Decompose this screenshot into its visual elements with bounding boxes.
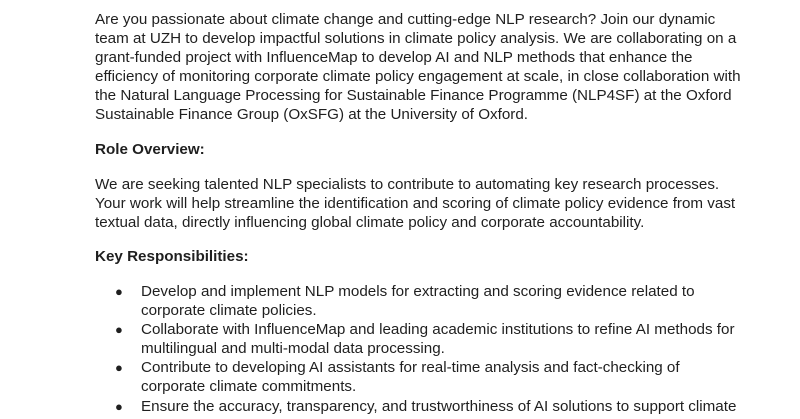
role-overview-heading: Role Overview: — [95, 141, 205, 158]
role-line: textual data, directly influencing global climate policy and corporate accountability. — [95, 214, 645, 232]
list-item-line: Ensure the accuracy, transparency, and trustworthiness of AI solutions to support climate — [141, 397, 737, 415]
list-item — [95, 358, 736, 396]
list-item — [95, 282, 736, 320]
list-item-line: Collaborate with InfluenceMap and leading academic institutions to refine AI methods for — [141, 321, 735, 339]
intro-line: team at UZH to develop impactful solutions in climate policy analysis. We are collaborating on a — [95, 30, 737, 48]
intro-line: Sustainable Finance Group (OxSFG) at the University of Oxford. — [95, 106, 529, 124]
role-paragraph — [95, 175, 735, 232]
bullet-icon: ● — [115, 284, 123, 299]
list-item — [95, 397, 736, 416]
intro-line: the Natural Language Processing for Sustainable Finance Programme (NLP4SF) at the Oxford — [95, 87, 732, 105]
list-item-line: Contribute to developing AI assistants for real-time analysis and fact-checking of — [141, 359, 680, 377]
list-item-line: corporate climate commitments. — [141, 378, 357, 396]
list-item-line: Develop and implement NLP models for extracting and scoring evidence related to — [141, 283, 695, 300]
responsibilities-list — [95, 282, 736, 416]
intro-paragraph — [95, 10, 741, 125]
list-item — [95, 320, 736, 358]
bullet-icon: ● — [115, 360, 123, 376]
role-line: We are seeking talented NLP specialists to contribute to automating key research processes. — [95, 176, 720, 193]
bullet-icon: ● — [115, 322, 123, 338]
list-item-line: multilingual and multi-modal data processing. — [141, 340, 445, 358]
list-item-line: corporate climate policies. — [141, 302, 317, 320]
role-line: Your work will help streamline the identification and scoring of climate policy evidence from vast — [95, 195, 736, 213]
intro-line: grant-funded project with InfluenceMap to develop AI and NLP methods that enhance the — [95, 49, 693, 67]
key-responsibilities-heading: Key Responsibilities: — [95, 248, 249, 265]
intro-line: efficiency of monitoring corporate climate policy engagement at scale, in close collaboration with — [95, 68, 741, 86]
intro-line: Are you passionate about climate change and cutting-edge NLP research? Join our dynamic — [95, 11, 716, 28]
bullet-icon: ● — [115, 398, 123, 414]
